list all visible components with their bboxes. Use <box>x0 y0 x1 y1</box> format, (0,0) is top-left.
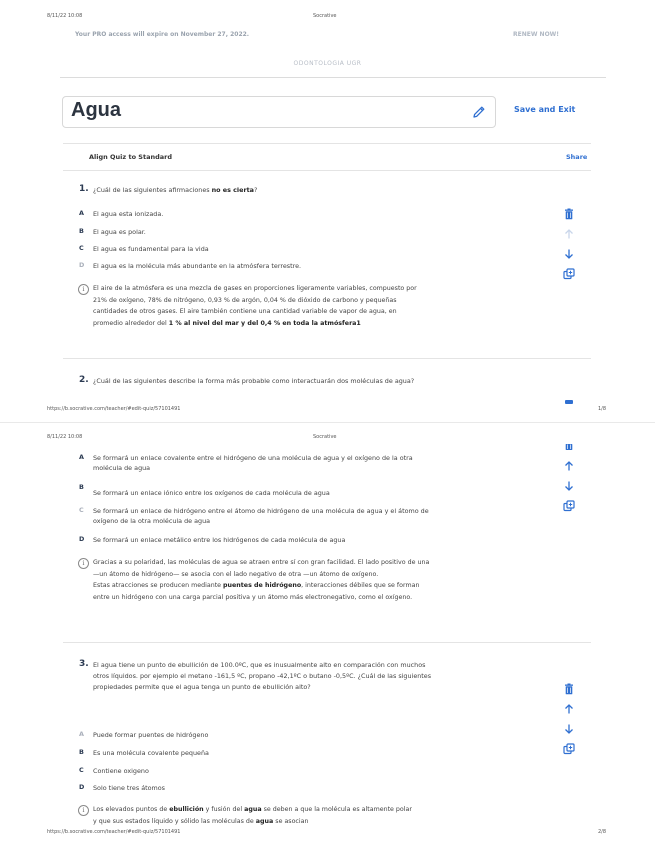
align-row-divider <box>63 170 591 171</box>
print-date: 8/11/22 10:08 <box>47 13 83 19</box>
option-letter-correct: A <box>79 730 84 738</box>
option-letter: B <box>79 748 84 756</box>
option-letter: D <box>79 535 85 543</box>
trash-icon[interactable] <box>563 683 575 695</box>
quiz-title-field[interactable] <box>62 96 496 128</box>
option-letter: C <box>79 244 84 252</box>
duplicate-icon[interactable] <box>563 743 575 755</box>
share-link[interactable]: Share <box>566 153 588 161</box>
move-up-icon[interactable] <box>563 228 575 240</box>
print-footer-url: https://b.socrative.com/teacher/#edit-quiz/57101491 <box>47 829 181 835</box>
pro-expiry-banner: Your PRO access will expire on November 27, 2022. <box>75 31 250 38</box>
explanation-info-icon: i <box>78 284 89 295</box>
pencil-icon[interactable] <box>471 104 487 120</box>
question-text: El agua tiene un punto de ebullición de 100.0ºC, que es inusualmente alto en comparación con muchos otros líquidos. por ejemplo el metano -161,5 ºC, propano -42,1ºC o butano -0,5ºC. ¿Cuál de las siguientes propiedades permite que el agua tenga un punto de ebullición alto? <box>93 661 432 691</box>
print-page-number: 2/8 <box>598 829 607 835</box>
option-letter: A <box>79 209 84 217</box>
move-up-icon[interactable] <box>563 703 575 715</box>
question-text: ¿Cuál de las siguientes describe la forma más probable como interactuarán dos moléculas de agua? <box>93 377 415 385</box>
explanation-text: El aire de la atmósfera es una mezcla de gases en proporciones ligeramente variables, compuesto por 21% de oxígeno, 78% de nitrógeno, 0,93 % de argón, 0,04 % de dióxido de carbono y pequeñas cantidades de otros gases. El aire también contiene una cantidad variable de vapor de agua, en promedio alrededor del 1 % al nivel del mar y del 0,4 % en toda la atmósfera1 <box>93 285 417 327</box>
room-name: ODONTOLOGIA UGR <box>293 60 362 67</box>
question-number: 3. <box>79 659 89 669</box>
move-down-icon[interactable] <box>563 723 575 735</box>
option-text: Se formará un enlace covalente entre el hidrógeno de una molécula de agua y el oxígeno de la otra molécula de agua <box>93 454 413 472</box>
option-text: El agua esta ionizada. <box>93 210 164 218</box>
renew-now-link[interactable]: RENEW NOW! <box>513 31 560 38</box>
option-text: Solo tiene tres átomos <box>93 784 165 792</box>
question-divider <box>63 642 591 643</box>
header-divider <box>60 77 606 78</box>
print-header-title: Socrative <box>313 13 337 19</box>
page-break <box>0 422 655 423</box>
explanation-info-icon: i <box>78 558 89 569</box>
explanation-info-icon: i <box>78 805 89 816</box>
align-quiz-standard-link[interactable]: Align Quiz to Standard <box>89 153 172 161</box>
save-and-exit-button[interactable]: Save and Exit <box>514 105 576 114</box>
option-letter: A <box>79 453 84 461</box>
option-text: El agua es fundamental para la vida <box>93 245 209 253</box>
explanation-text: Gracias a su polaridad, las moléculas de agua se atraen entre sí con gran facilidad. El lado positivo de una —un átomo de hidrógeno— se asocia con el lado negativo de otra —un átomo de oxígeno. Estas atracciones se producen mediante puentes de hidrógeno, interacciones débiles que se forman entre un hidrógeno con una carga parcial positiva y un átomo más electronegativo, como el oxígeno. <box>93 559 430 601</box>
option-text: Se formará un enlace metálico entre los hidrógenos de cada molécula de agua <box>93 536 346 544</box>
option-text: Se formará un enlace iónico entre los oxígenos de cada molécula de agua <box>93 489 330 497</box>
question-text: ¿Cuál de las siguientes afirmaciones no es cierta? <box>93 186 258 194</box>
trash-icon[interactable] <box>563 208 575 220</box>
trash-icon[interactable] <box>563 398 575 404</box>
option-letter: B <box>79 227 84 235</box>
move-up-icon[interactable] <box>563 460 575 472</box>
trash-icon[interactable] <box>563 444 575 451</box>
option-text: Puede formar puentes de hidrógeno <box>93 731 209 739</box>
quiz-title: Agua <box>71 99 121 121</box>
print-header-title: Socrative <box>313 434 337 440</box>
option-letter: C <box>79 766 84 774</box>
card-top-border <box>63 143 591 144</box>
question-divider <box>63 358 591 359</box>
option-letter: D <box>79 783 85 791</box>
question-number: 1. <box>79 184 89 194</box>
explanation-text: Los elevados puntos de ebullición y fusión del agua se deben a que la molécula es altamente polar y que sus estados líquido y sólido las moléculas de agua se asocian <box>93 806 412 825</box>
option-letter: B <box>79 483 84 491</box>
option-text: El agua es polar. <box>93 228 146 236</box>
print-footer-url: https://b.socrative.com/teacher/#edit-quiz/57101491 <box>47 406 181 412</box>
move-down-icon[interactable] <box>563 248 575 260</box>
duplicate-icon[interactable] <box>563 500 575 512</box>
question-number: 2. <box>79 375 89 385</box>
option-letter-correct: C <box>79 506 84 514</box>
option-text: El agua es la molécula más abundante en la atmósfera terrestre. <box>93 262 302 270</box>
duplicate-icon[interactable] <box>563 268 575 280</box>
option-text: Se formará un enlace de hidrógeno entre el átomo de hidrógeno de una molécula de agua y el átomo de oxígeno de la otra molécula de agua <box>93 507 429 525</box>
option-letter-correct: D <box>79 261 85 269</box>
option-text: Es una molécula covalente pequeña <box>93 749 209 757</box>
print-page-number: 1/8 <box>598 406 607 412</box>
move-down-icon[interactable] <box>563 480 575 492</box>
print-date: 8/11/22 10:08 <box>47 434 83 440</box>
option-text: Contiene oxigeno <box>93 767 149 775</box>
